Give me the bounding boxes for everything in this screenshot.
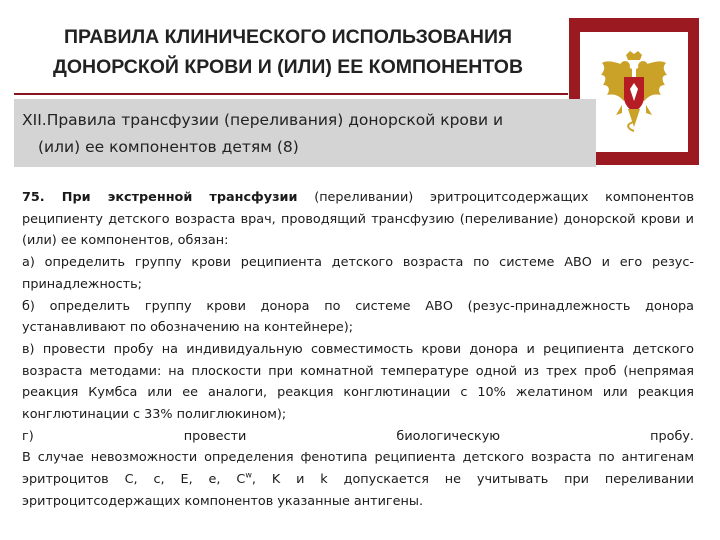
russian-double-headed-eagle-emblem-icon — [598, 49, 670, 135]
final-paragraph-superscript: w — [245, 470, 252, 480]
final-paragraph-text-1: В случае невозможности определения фенотипа реципиента детского возраста по антигенам эритроцитов C, c, E, e, C — [22, 450, 694, 488]
title-divider — [14, 93, 568, 95]
section-heading-line-2: (или) ее компонентов детям (8) — [38, 138, 299, 156]
paragraph-75-lead: 75. При экстренной трансфузии — [22, 190, 298, 205]
paragraph-75-text: (переливании) эритроцитсодержащих компонентов реципиенту детского возраста врач, проводящий трансфузию (переливание) донорской крови и (или) ее компонентов, обязан: — [22, 190, 694, 249]
page-title — [18, 22, 558, 82]
item-g: г) провести биологическую пробу. — [22, 428, 694, 444]
final-paragraph — [22, 447, 694, 512]
section-heading-line-1: XII.Правила трансфузии (переливания) донорской крови и — [22, 111, 504, 129]
body-text — [22, 187, 694, 513]
title-line-1: ПРАВИЛА КЛИНИЧЕСКОГО ИСПОЛЬЗОВАНИЯ — [63, 26, 513, 48]
section-heading — [22, 107, 592, 161]
title-line-2: ДОНОРСКОЙ КРОВИ И (ИЛИ) ЕЕ КОМПОНЕНТОВ — [52, 56, 524, 78]
final-paragraph-text-2: , K и k допускается не учитывать при переливании эритроцитсодержащих компонентов указанные антигены. — [22, 472, 694, 509]
paragraph-75 — [22, 187, 694, 252]
item-v: в) провести пробу на индивидуальную совместимость крови донора и реципиента детского возраста методами: на плоскости при комнатной температуре одной из трех проб (непрямая реакция Кумбса или ее аналоги, реакция конглютинации с 10% желатином или реакция конглютинации с 33% полиглюкином); — [22, 341, 694, 423]
item-a: а) определить группу крови реципиента детского возраста по системе АВО и его резус-принадлежность; — [22, 255, 694, 292]
item-b: б) определить группу крови донора по системе АВО (резус-принадлежность донора устанавливают по обозначению на контейнере); — [22, 298, 694, 336]
emblem-panel — [580, 32, 688, 152]
